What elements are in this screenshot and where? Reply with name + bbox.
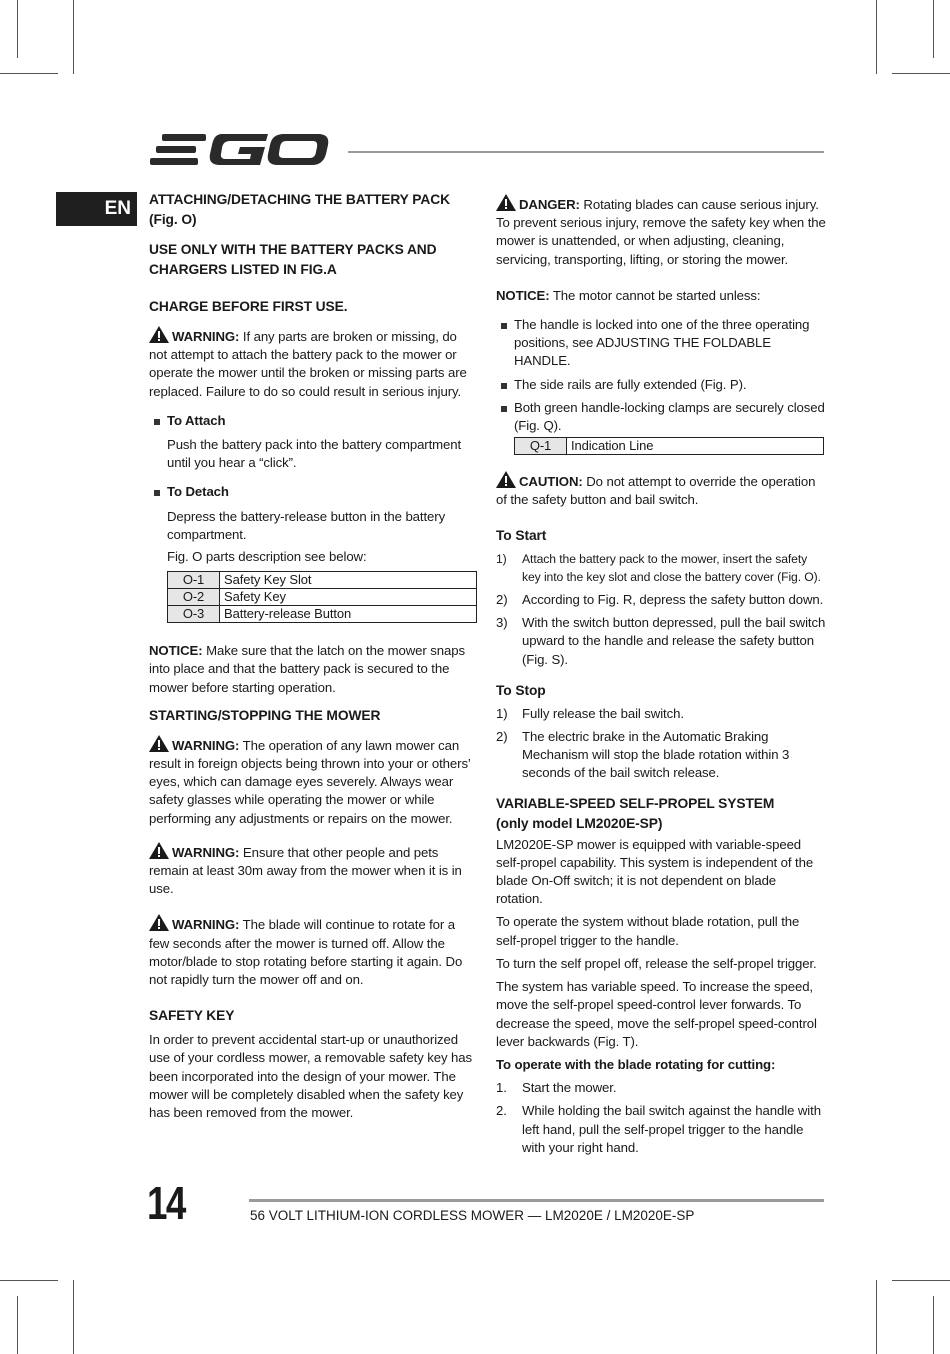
list-item-text: Both green handle-locking clamps are securely closed (Fig. Q).: [514, 399, 825, 434]
crop-mark: [876, 1280, 877, 1354]
step-item: [496, 1079, 826, 1097]
step-item: [496, 1102, 826, 1157]
right-column: [496, 194, 826, 1157]
danger-label: DANGER:: [519, 197, 580, 212]
list-item: [149, 483, 477, 501]
left-column: [149, 190, 477, 1122]
subheading: To Attach: [167, 412, 226, 428]
page-number: 14: [147, 1177, 185, 1229]
step-text: Fully release the bail switch.: [522, 705, 684, 721]
part-desc: Battery-release Button: [220, 606, 477, 623]
danger-icon: [496, 194, 516, 211]
warning-text: The blade will continue to rotate for a few seconds after the mower is turned off. Allow the motor/blade to stop rotating before starting it again. Do not rapidly turn the mower off and on.: [149, 917, 463, 988]
warning-icon: [149, 914, 169, 931]
part-code: O-2: [168, 589, 220, 606]
caution-label: CAUTION:: [519, 474, 583, 490]
crop-mark: [73, 0, 74, 74]
subheading: To operate with the blade rotating for cutting:: [496, 1056, 776, 1072]
crop-mark: [0, 1280, 58, 1281]
parts-table: [514, 437, 824, 455]
paragraph: LM2020E-SP mower is equipped with variable-speed self-propel capability. This system is independent of the blade On-Off switch; it is not dependent on blade rotation.: [496, 836, 814, 907]
bullet-icon: [501, 406, 507, 412]
warning-text: The operation of any lawn mower can result in foreign objects being thrown into your or others’ eyes, which can damage eyes severely. Always wear safety glasses while operating the mower or while performing any adjustments or repairs on the mower.: [149, 737, 471, 826]
section-heading: USE ONLY WITH THE BATTERY PACKS AND CHARGERS LISTED IN FIG.A: [149, 242, 437, 277]
notice-text: The motor cannot be started unless:: [549, 287, 761, 303]
step-text: Attach the battery pack to the mower, insert the safety key into the key slot and close the battery cover (Fig. O).: [522, 551, 821, 584]
warning-text: If any parts are broken or missing, do not attempt to attach the battery pack to the mower or operate the mower until the broken or missing parts are replaced. Failure to do so could result in serious injury.: [149, 329, 467, 399]
step-text: Start the mower.: [522, 1080, 617, 1096]
part-code: O-3: [168, 606, 220, 623]
bullet-icon: [501, 383, 507, 389]
subheading: To Detach: [167, 484, 229, 500]
crop-mark: [933, 0, 934, 58]
list-item-text: The side rails are fully extended (Fig. P).: [514, 376, 747, 392]
crop-mark: [17, 1296, 18, 1354]
figure-caption: Fig. O parts description see below:: [167, 549, 367, 565]
bullet-icon: [501, 323, 507, 329]
paragraph: In order to prevent accidental start-up or unauthorized use of your cordless mower, a removable safety key has been incorporated into the design of your mower. The mower will be completely disabled when the safety key has been removed from the mower.: [149, 1032, 472, 1121]
section-heading: CHARGE BEFORE FIRST USE.: [149, 299, 348, 314]
crop-mark: [17, 0, 18, 58]
step-number: 2): [496, 729, 508, 745]
warning-block: [149, 735, 477, 828]
part-desc: Safety Key: [220, 589, 477, 606]
paragraph: The system has variable speed. To increase the speed, move the self-propel speed-control lever forwards. To decrease the speed, move the self-propel speed-control lever backwards (Fig. T).: [496, 979, 817, 1049]
section-heading: ATTACHING/DETACHING THE BATTERY PACK (Fig. O): [149, 192, 450, 227]
caution-block: [496, 471, 826, 509]
danger-text: Rotating blades can cause serious injury. To prevent serious injury, remove the safety key when the mower is unattended, or when adjusting, cleaning, servicing, transporting, lifting, or storing the mower.: [496, 197, 826, 267]
list-item: [149, 412, 477, 430]
bullet-icon: [154, 490, 160, 496]
warning-block: [149, 842, 477, 899]
list-item-text: The handle is locked into one of the three operating positions, see ADJUSTING THE FOLDABLE HANDLE.: [514, 317, 810, 369]
table-row: [168, 606, 477, 623]
bullet-icon: [154, 419, 160, 425]
list-item: [496, 376, 826, 394]
section-heading: SAFETY KEY: [149, 1008, 235, 1024]
step-number: 1): [496, 705, 508, 721]
warning-block: [149, 326, 477, 401]
warning-block: [149, 914, 477, 989]
step-number: 2): [496, 592, 508, 608]
step-number: 1.: [496, 1080, 507, 1096]
crop-mark: [73, 1280, 74, 1354]
crop-mark: [0, 73, 58, 74]
caution-icon: [496, 471, 516, 488]
warning-label: WARNING:: [172, 737, 240, 753]
step-number: 1): [496, 551, 507, 566]
warning-icon: [149, 842, 169, 859]
step-item: [496, 728, 826, 783]
paragraph: Push the battery pack into the battery compartment until you hear a “click”.: [167, 437, 462, 471]
notice-text: Make sure that the latch on the mower snaps into place and that the battery pack is secured to the mower before starting operation.: [149, 643, 465, 695]
caution-text: Do not attempt to override the operation of the safety button and bail switch.: [496, 474, 816, 508]
part-desc: Indication Line: [567, 438, 824, 455]
warning-icon: [149, 326, 169, 343]
step-item: [496, 591, 826, 609]
table-row: [515, 438, 824, 455]
warning-icon: [149, 735, 169, 752]
step-number: 2.: [496, 1103, 507, 1119]
notice-label: NOTICE:: [496, 287, 550, 303]
warning-label: WARNING:: [172, 917, 240, 933]
warning-label: WARNING:: [172, 844, 240, 860]
notice-label: NOTICE:: [149, 643, 203, 659]
parts-table: [167, 571, 477, 623]
notice-block: [496, 287, 826, 305]
list-item: [496, 316, 826, 371]
list-item: [496, 399, 826, 435]
notice-block: [149, 642, 477, 697]
table-row: [168, 589, 477, 606]
subheading: To Stop: [496, 682, 546, 698]
part-desc: Safety Key Slot: [220, 572, 477, 589]
paragraph: Depress the battery-release button in the battery compartment.: [167, 508, 446, 542]
paragraph: To operate the system without blade rotation, pull the self-propel trigger to the handle.: [496, 914, 800, 948]
crop-mark: [892, 73, 950, 74]
step-item: [496, 550, 826, 586]
part-code: Q-1: [515, 438, 567, 455]
table-row: [168, 572, 477, 589]
step-text: While holding the bail switch against the handle with left hand, pull the self-propel trigger to the handle with your right hand.: [522, 1103, 821, 1155]
warning-text: Ensure that other people and pets remain at least 30m away from the mower when it is in use.: [149, 844, 462, 897]
step-item: [496, 705, 826, 723]
section-heading: VARIABLE-SPEED SELF-PROPEL SYSTEM: [496, 795, 775, 811]
warning-label: WARNING:: [172, 329, 240, 344]
section-heading: (only model LM2020E-SP): [496, 815, 663, 831]
step-text: The electric brake in the Automatic Braking Mechanism will stop the blade rotation within 3 seconds of the bail switch release.: [522, 729, 790, 781]
step-item: [496, 614, 826, 669]
part-code: O-1: [168, 572, 220, 589]
crop-mark: [933, 1296, 934, 1354]
ego-logo: [150, 130, 330, 170]
crop-mark: [876, 0, 877, 74]
footer-rule: [249, 1199, 824, 1202]
language-tab: EN: [56, 192, 137, 226]
step-text: With the switch button depressed, pull the bail switch upward to the handle and release the safety button (Fig. S).: [522, 615, 826, 667]
step-number: 3): [496, 615, 508, 631]
step-text: According to Fig. R, depress the safety button down.: [522, 592, 824, 608]
danger-block: [496, 194, 826, 269]
section-heading: STARTING/STOPPING THE MOWER: [149, 707, 381, 723]
paragraph: To turn the self propel off, release the self-propel trigger.: [496, 955, 817, 971]
footer-title: 56 VOLT LITHIUM-ION CORDLESS MOWER — LM2020E / LM2020E-SP: [250, 1208, 695, 1223]
crop-mark: [892, 1280, 950, 1281]
subheading: To Start: [496, 527, 547, 543]
header-rule: [348, 151, 824, 153]
